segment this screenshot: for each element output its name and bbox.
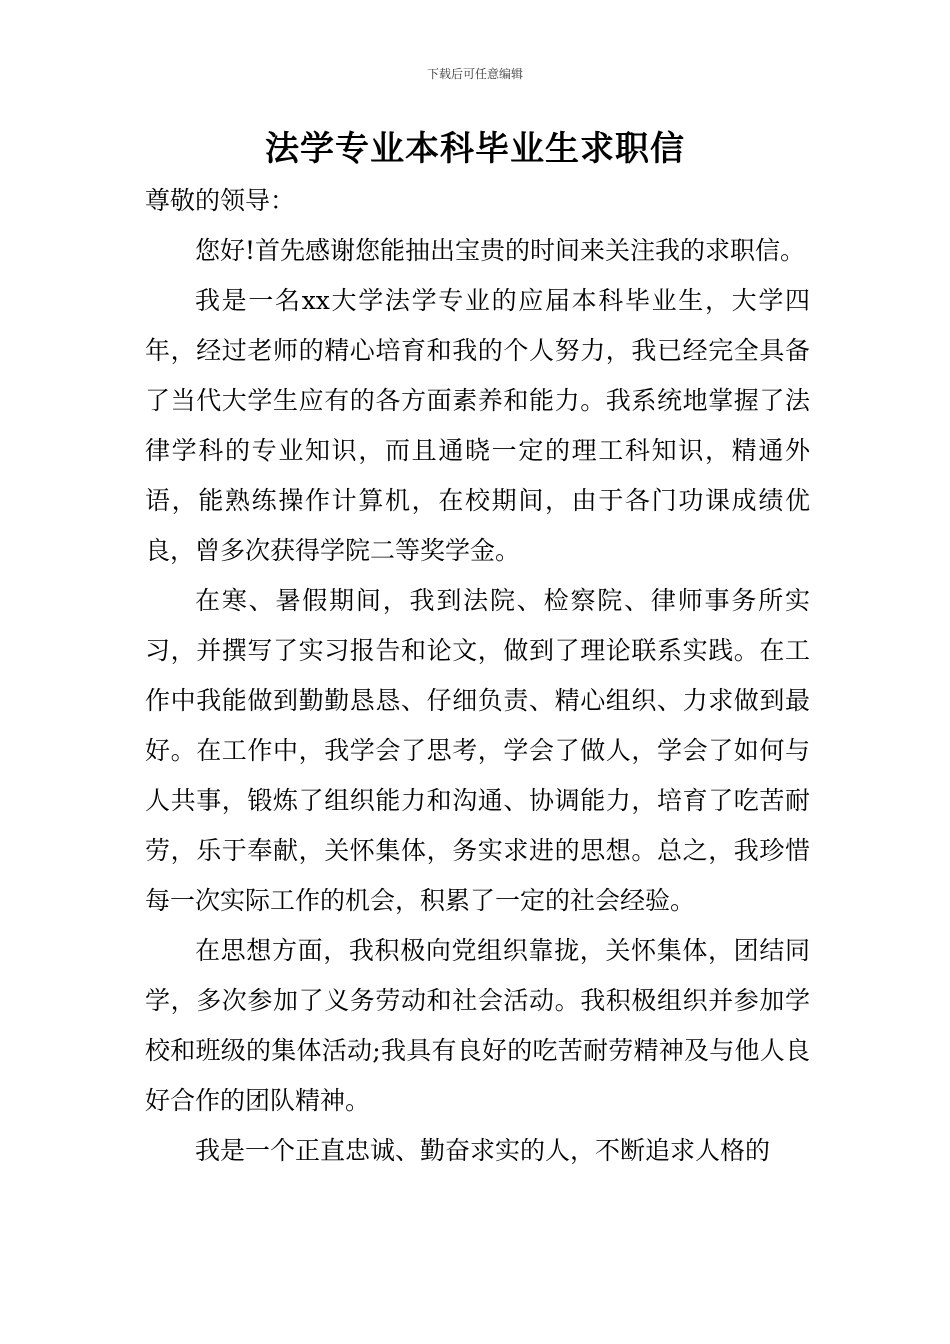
header-note: 下载后可任意编辑	[426, 67, 523, 81]
document-title: 法学专业本科毕业生求职信	[265, 129, 685, 169]
letter-body	[145, 176, 810, 1176]
paragraph-greeting: 您好!首先感谢您能抽出宝贵的时间来关注我的求职信。	[195, 236, 806, 265]
paragraph-character: 我是一个正直忠诚、勤奋求实的人，不断追求人格的	[195, 1136, 771, 1165]
paragraph-ideology: 在思想方面，我积极向党组织靠拢，关怀集体，团结同学，多次参加了义务劳动和社会活动。我积极组织并参加学校和班级的集体活动;我具有良好的吃苦耐劳精神及与他人良好合作的团队精神。	[145, 936, 810, 1115]
salutation: 尊敬的领导：	[145, 186, 296, 215]
paragraph-internship: 在寒、暑假期间，我到法院、检察院、律师事务所实习，并撰写了实习报告和论文，做到了理论联系实践。在工作中我能做到勤勤恳恳、仔细负责、精心组织、力求做到最好。在工作中，我学会了思考，学会了做人，学会了如何与人共事，锻炼了组织能力和沟通、协调能力，培育了吃苦耐劳，乐于奉献，关怀集体，务实求进的思想。总之，我珍惜每一次实际工作的机会，积累了一定的社会经验。	[145, 586, 810, 915]
paragraph-introduction: 我是一名xx大学法学专业的应届本科毕业生，大学四年，经过老师的精心培育和我的个人努力，我已经完全具备了当代大学生应有的各方面素养和能力。我系统地掌握了法律学科的专业知识，而且通晓一定的理工科知识，精通外语，能熟练操作计算机，在校期间，由于各门功课成绩优良，曾多次获得学院二等奖学金。	[145, 286, 810, 565]
